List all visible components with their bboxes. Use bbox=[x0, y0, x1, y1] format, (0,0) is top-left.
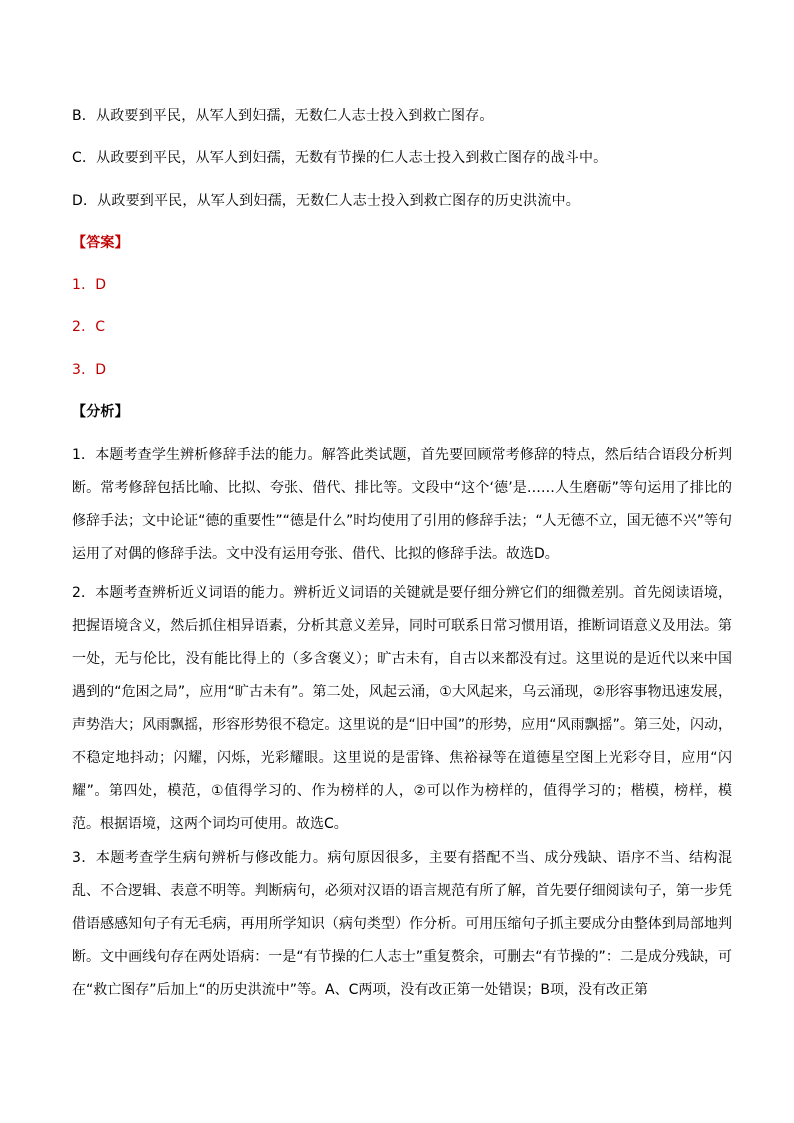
analysis-paragraph-3: 3．本题考查学生病句辨析与修改能力。病句原因很多，主要有搭配不当、成分残缺、语序不当、结构混乱、不合逻辑、表意不明等。判断病句，必须对汉语的语言规范有所了解，首先要仔细阅读句子，第一步凭借语感感知句子有无毛病，再用所学知识（病句类型）作分析。可用压缩句子抓主要成分由整体到局部地判断。文中画线句存在两处语病：一是“有节操的仁人志士”重复赘余，可删去“有节操的”：二是成分残缺，可在“救亡图存”后加上“的历史洪流中”等。A、C两项，没有改正第一处错误；B项，没有改正第 bbox=[72, 850, 732, 998]
option-c: C．从政要到平民，从军人到妇孺，无数有节操的仁人志士投入到救亡图存的战斗中。 bbox=[72, 150, 608, 166]
answer-item-3: 3．D bbox=[72, 362, 107, 378]
analysis-paragraph-1: 1．本题考查学生辨析修辞手法的能力。解答此类试题，首先要回顾常考修辞的特点，然后结合语段分析判断。常考修辞包括比喻、比拟、夸张、借代、排比等。文段中“这个‘德’是……人生磨砺”等句运用了排比的修辞手法；文中论证“德的重要性”“德是什么”时均使用了引用的修辞手法；“人无德不立，国无德不兴”等句运用了对偶的修辞手法。文中没有运用夸张、借代、比拟的修辞手法。故选D。 bbox=[72, 447, 732, 562]
option-b: B．从政要到平民，从军人到妇孺，无数仁人志士投入到救亡图存。 bbox=[72, 108, 494, 124]
answer-item-1: 1．D bbox=[72, 277, 107, 293]
analysis-paragraph-2: 2．本题考查辨析近义词语的能力。辨析近义词语的关键就是要仔细分辨它们的细微差别。首先阅读语境，把握语境含义，然后抓住相异语素，分析其意义差异，同时可联系日常习惯用语，推断词语意义及用法。第一处，无与伦比，没有能比得上的（多含褒义）；旷古未有，自古以来都没有过。这里说的是近代以来中国遇到的“危困之局”，应用“旷古未有”。第二处，风起云涌，①大风起来，乌云涌现，②形容事物迅速发展，声势浩大；风雨飘摇，形容形势很不稳定。这里说的是“旧中国”的形势，应用“风雨飘摇”。第三处，闪动，不稳定地抖动；闪耀，闪烁，光彩耀眼。这里说的是雷锋、焦裕禄等在道德星空图上光彩夺目，应用“闪耀”。第四处，模范，①值得学习的、作为榜样的人，②可以作为榜样的，值得学习的；楷模，榜样，模范。根据语境，这两个词均可使用。故选C。 bbox=[72, 585, 732, 832]
answer-item-2: 2．C bbox=[72, 319, 106, 335]
analysis-heading: 【分析】 bbox=[72, 404, 129, 420]
option-d: D．从政要到平民，从军人到妇孺，无数仁人志士投入到救亡图存的历史洪流中。 bbox=[72, 193, 580, 209]
answer-heading: 【答案】 bbox=[72, 235, 129, 251]
